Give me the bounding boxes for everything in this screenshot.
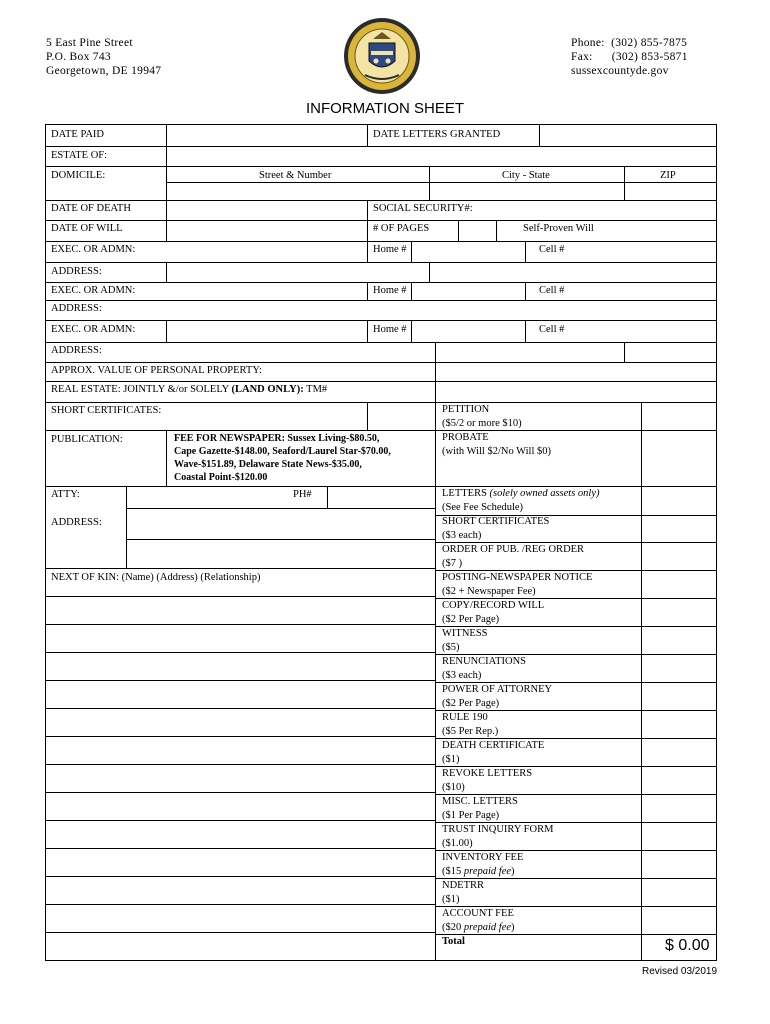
fee-power-of-attorney: POWER OF ATTORNEY ($2 Per Page) <box>442 684 553 709</box>
fax-label: Fax: <box>571 51 593 63</box>
phone-label: Phone: <box>571 37 605 49</box>
fee-total-label: Total <box>442 936 465 947</box>
estate-of-label: ESTATE OF: <box>51 150 108 161</box>
total-amount: $ 0.00 <box>665 937 710 954</box>
form-border-top <box>45 124 717 125</box>
fee-copy-record-will: COPY/RECORD WILL ($2 Per Page) <box>442 600 545 625</box>
exec-admn-label-2: EXEC. OR ADMN: <box>51 285 136 296</box>
fee-rule-190: RULE 190 ($5 Per Rep.) <box>442 712 499 737</box>
fee-petition: PETITION ($5/2 or more $10) <box>442 404 522 429</box>
fee-order-of-pub: ORDER OF PUB. /REG ORDER ($7 ) <box>442 544 585 569</box>
date-of-will-label: DATE OF WILL <box>51 223 123 234</box>
fee-revoke-letters: REVOKE LETTERS ($10) <box>442 768 533 793</box>
fee-inventory: INVENTORY FEE ($15 prepaid fee) <box>442 852 524 877</box>
form-border-left <box>45 124 46 961</box>
exec-admn-label-3: EXEC. OR ADMN: <box>51 324 136 335</box>
date-letters-granted-label: DATE LETTERS GRANTED <box>373 129 501 140</box>
fax-number: (302) 853-5871 <box>611 51 688 63</box>
page-title: INFORMATION SHEET <box>305 100 465 117</box>
fee-misc-letters: MISC. LETTERS ($1 Per Page) <box>442 796 518 821</box>
address-label-2: ADDRESS: <box>51 303 102 314</box>
atty-label: ATTY: <box>51 489 80 500</box>
atty-phone-label: PH# <box>293 489 312 500</box>
next-of-kin-label: NEXT OF KIN: (Name) (Address) (Relationship) <box>51 572 261 583</box>
cell-phone-label-3: Cell # <box>539 324 565 335</box>
publication-label: PUBLICATION: <box>51 434 123 445</box>
fee-short-certificates: SHORT CERTIFICATES ($3 each) <box>442 516 550 541</box>
revision-date: Revised 03/2019 <box>642 966 718 977</box>
atty-address-label: ADDRESS: <box>51 517 102 528</box>
zip-label: ZIP <box>660 170 676 181</box>
domicile-label: DOMICILE: <box>51 170 106 181</box>
cell-phone-label-1: Cell # <box>539 244 565 255</box>
form-border-bottom <box>45 960 717 961</box>
date-of-death-label: DATE OF DEATH <box>51 203 131 214</box>
website: sussexcountyde.gov <box>571 65 669 77</box>
fee-letters: LETTERS (solely owned assets only) (See Fee Schedule) <box>442 488 600 513</box>
street-number-label: Street & Number <box>259 170 332 181</box>
real-estate-label: REAL ESTATE: JOINTLY &/or SOLELY (LAND ONLY): TM# <box>51 384 328 395</box>
short-certificates-label: SHORT CERTIFICATES: <box>51 405 162 416</box>
fee-account: ACCOUNT FEE ($20 prepaid fee) <box>442 908 515 933</box>
phone-number: (302) 855-7875 <box>611 37 688 49</box>
home-phone-label-3: Home # <box>373 324 407 335</box>
fee-ndetrr: NDETRR ($1) <box>442 880 484 905</box>
exec-admn-label-1: EXEC. OR ADMN: <box>51 244 136 255</box>
address-line-2: P.O. Box 743 <box>46 51 111 63</box>
fee-renunciations: RENUNCIATIONS ($3 each) <box>442 656 526 681</box>
date-paid-label: DATE PAID <box>51 129 104 140</box>
county-seal-icon <box>343 17 421 95</box>
address-label-3: ADDRESS: <box>51 345 102 356</box>
fee-probate: PROBATE (with Will $2/No Will $0) <box>442 432 552 457</box>
home-phone-label-1: Home # <box>373 244 407 255</box>
self-proven-will-label: Self-Proven Will <box>523 223 594 234</box>
address-line-1: 5 East Pine Street <box>46 37 133 49</box>
publication-fees: FEE FOR NEWSPAPER: Sussex Living-$80.50, Cape Gazette-$148.00, Seaford/Laurel Star-$70.00, Wave-$151.89, Delaware State News-$35.00, Coastal Point-$120.00 <box>174 433 391 483</box>
city-state-label: City - State <box>502 170 550 181</box>
num-pages-label: # OF PAGES <box>373 223 430 234</box>
address-label-1: ADDRESS: <box>51 266 102 277</box>
approx-value-label: APPROX. VALUE OF PERSONAL PROPERTY: <box>51 365 262 376</box>
fee-posting-newspaper: POSTING-NEWSPAPER NOTICE ($2 + Newspaper Fee) <box>442 572 593 597</box>
home-phone-label-2: Home # <box>373 285 407 296</box>
fee-death-certificate: DEATH CERTIFICATE ($1) <box>442 740 545 765</box>
fee-witness: WITNESS ($5) <box>442 628 488 653</box>
contact-info <box>571 36 688 78</box>
fee-trust-inquiry: TRUST INQUIRY FORM ($1.00) <box>442 824 554 849</box>
office-address <box>46 36 161 78</box>
social-security-label: SOCIAL SECURITY#: <box>373 203 473 214</box>
address-line-3: Georgetown, DE 19947 <box>46 65 162 77</box>
information-form <box>45 124 717 961</box>
cell-phone-label-2: Cell # <box>539 285 565 296</box>
